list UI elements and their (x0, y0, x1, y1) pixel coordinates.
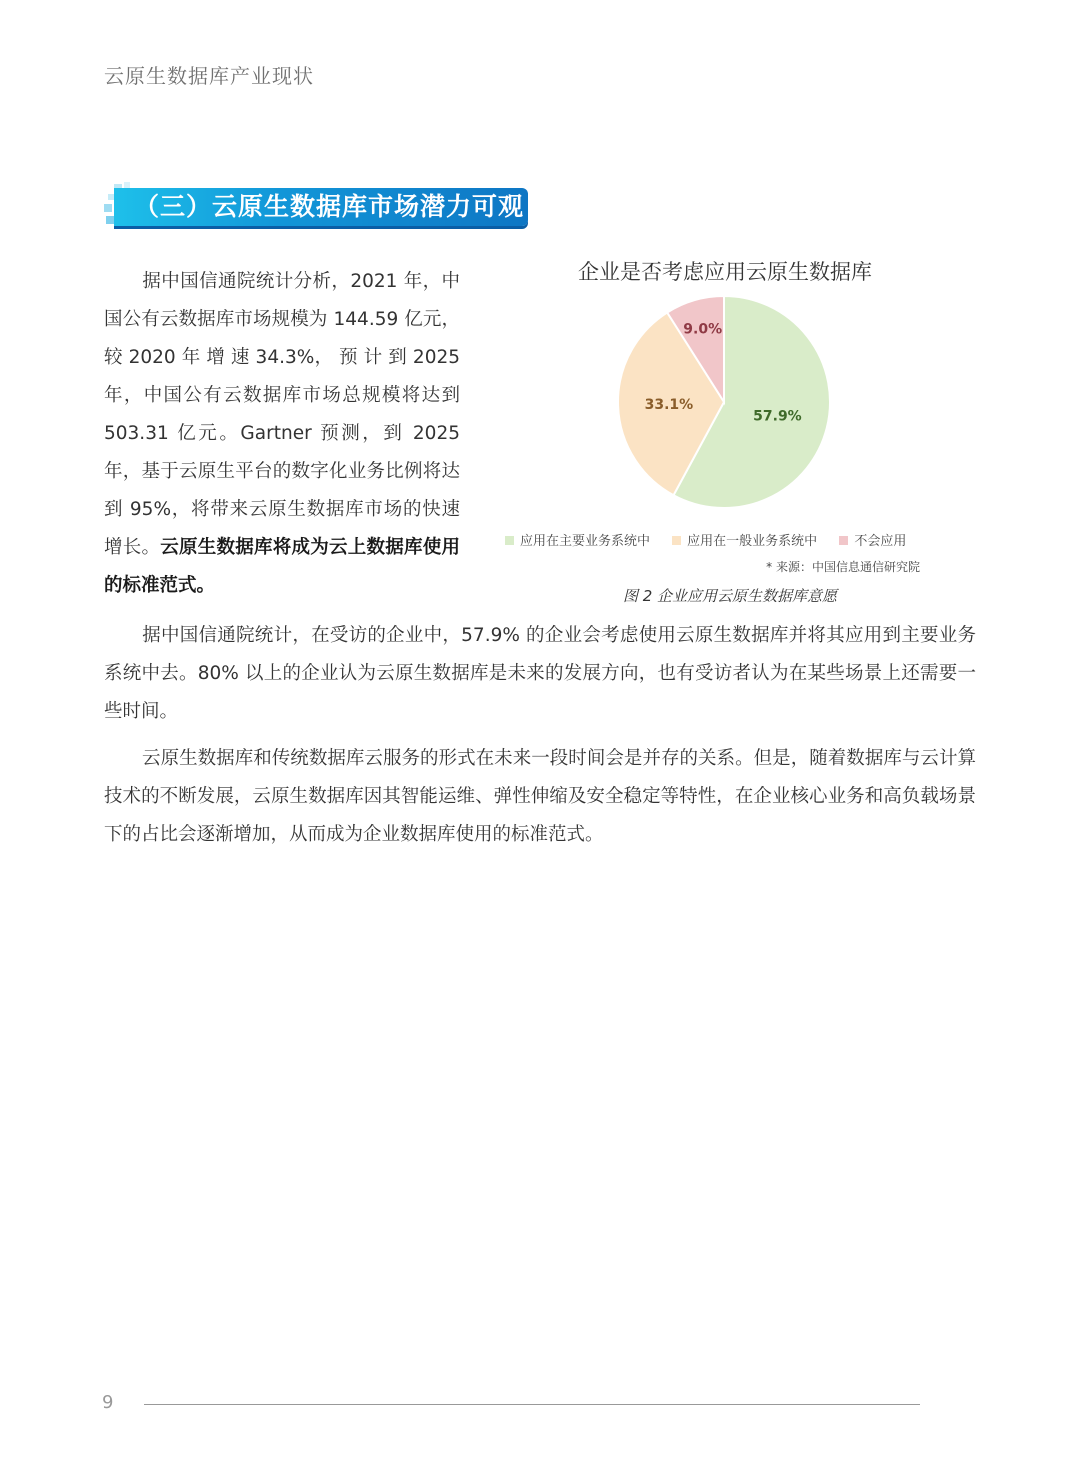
legend-swatch (839, 536, 848, 545)
paragraph-emphasis: 云原生数据库将成为云上数据库使用的标准范式。 (104, 537, 460, 596)
legend-label: 不会应用 (854, 534, 907, 549)
legend-item (505, 530, 650, 549)
paragraph-text: 据中国信通院统计分析，2021 年，中国公有云数据库市场规模为 144.59 亿元，较 2020 年 增 速 34.3%， 预 计 到 2025 年，中国公有云数据库市场总规模将达到 503.31 亿元。Gartner 预测，到 2025 年，基于云原生平台的数字化业务比例将达到 95%，将带来云原生数据库市场的快速增长。 (104, 271, 460, 558)
chart-legend (505, 530, 935, 549)
pie-chart (600, 290, 850, 520)
legend-label: 应用在一般业务系统中 (687, 534, 818, 549)
figure-caption: 图 2 企业应用云原生数据库意愿 (622, 587, 838, 605)
paragraph-market-size (104, 263, 460, 605)
paragraph-outlook (104, 740, 976, 854)
legend-item (839, 530, 906, 549)
legend-swatch (672, 536, 681, 545)
section-banner (104, 182, 528, 228)
pie-label-2: 33.1% (644, 396, 694, 413)
paragraph-text: 据中国信通院统计，在受访的企业中，57.9% 的企业会考虑使用云原生数据库并将其应用到主要业务系统中去。80% 以上的企业认为云原生数据库是未来的发展方向，也有受访者认为在某些场景上还需要一些时间。 (104, 625, 976, 722)
legend-swatch (505, 536, 514, 545)
paragraph-text: 云原生数据库和传统数据库云服务的形式在未来一段时间会是并存的关系。但是，随着数据库与云计算技术的不断发展，云原生数据库因其智能运维、弹性伸缩及安全稳定等特性，在企业核心业务和高负载场景下的占比会逐渐增加，从而成为企业数据库使用的标准范式。 (104, 748, 976, 845)
section-title: （三）云原生数据库市场潜力可观 (134, 192, 525, 221)
legend-item (672, 530, 817, 549)
legend-label: 应用在主要业务系统中 (520, 534, 651, 549)
paragraph-survey (104, 617, 976, 731)
chart-title: 企业是否考虑应用云原生数据库 (578, 260, 872, 284)
pie-label-3: 9.0% (683, 321, 723, 338)
page-number: 9 (102, 1392, 114, 1413)
running-head: 云原生数据库产业现状 (104, 64, 314, 88)
footer-rule (144, 1404, 920, 1405)
pie-label-1: 57.9% (753, 408, 802, 425)
figure-source: * 来源：中国信息通信研究院 (766, 560, 920, 574)
